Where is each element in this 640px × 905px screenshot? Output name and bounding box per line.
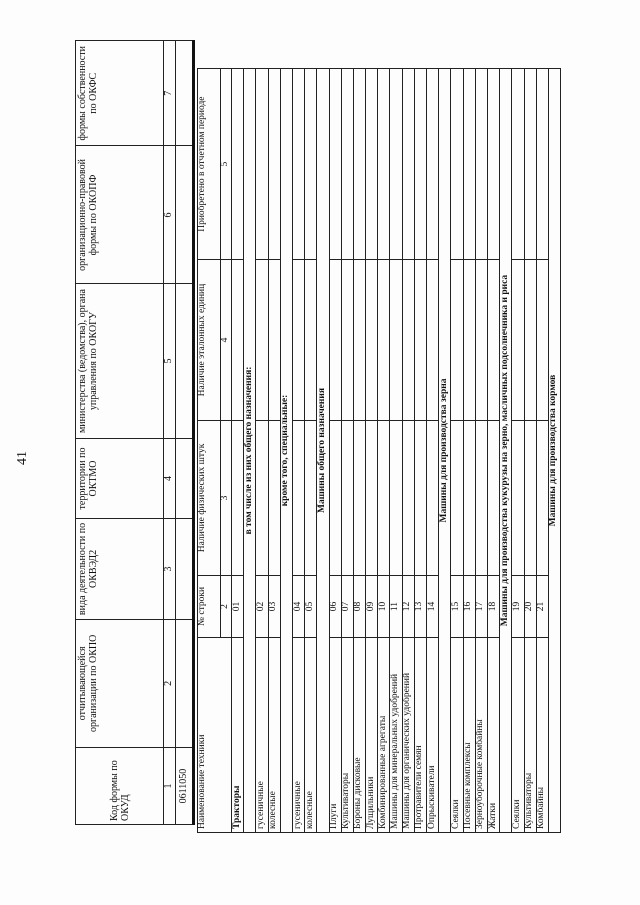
- header-col-number: 5: [164, 284, 176, 438]
- value-cell[interactable]: [378, 69, 390, 260]
- row-code: 20: [524, 576, 536, 638]
- row-code: 13: [414, 576, 426, 638]
- value-cell[interactable]: [305, 69, 317, 260]
- value-cell[interactable]: [536, 69, 548, 260]
- value-cell[interactable]: [451, 260, 463, 421]
- value-cell[interactable]: [475, 420, 487, 575]
- machine-name: Комбайны: [536, 638, 548, 833]
- header-col-label: Код формы по ОКУД: [76, 748, 164, 825]
- header-col-label: формы собственности по ОКФС: [76, 41, 164, 147]
- machine-name: гусеничные: [292, 638, 304, 833]
- row-code: 01: [232, 576, 244, 638]
- row-code: 14: [427, 576, 439, 638]
- value-cell[interactable]: [329, 420, 341, 575]
- column-header: Наличие физических штук: [198, 420, 221, 575]
- row-code: 03: [268, 576, 280, 638]
- value-cell[interactable]: [256, 420, 268, 575]
- section-row: [439, 69, 451, 833]
- column-number: 3: [221, 420, 232, 575]
- value-cell[interactable]: [390, 69, 402, 260]
- machine-name: Культиваторы: [341, 638, 353, 833]
- header-col-label: министерства (ведомства), органа управления по ОКОГУ: [76, 284, 164, 438]
- value-cell[interactable]: [232, 420, 244, 575]
- machine-name: Опрыскиватели: [427, 638, 439, 833]
- table-row: [341, 69, 353, 833]
- value-cell[interactable]: [268, 69, 280, 260]
- table-row: [378, 69, 390, 833]
- form-codes-table: [75, 40, 195, 825]
- machine-name: Машины для минеральных удобрений: [390, 638, 402, 833]
- value-cell[interactable]: [353, 420, 365, 575]
- header-col-code: [176, 41, 194, 147]
- column-number: 4: [221, 260, 232, 421]
- machinery-table: [197, 68, 561, 833]
- value-cell[interactable]: [463, 420, 475, 575]
- machine-name: Тракторы: [232, 638, 244, 833]
- machine-name: Бороны дисковые: [353, 638, 365, 833]
- header-col-code: [176, 284, 194, 438]
- value-cell[interactable]: [451, 69, 463, 260]
- table-row: [463, 69, 475, 833]
- header-col-code: [176, 438, 194, 519]
- column-number: 5: [221, 69, 232, 260]
- column-header: № строки: [198, 576, 221, 638]
- column-number: 2: [221, 576, 232, 638]
- value-cell[interactable]: [341, 69, 353, 260]
- row-code: 05: [305, 576, 317, 638]
- header-col-code: [176, 619, 194, 747]
- table-row: [232, 69, 244, 833]
- value-cell[interactable]: [463, 260, 475, 421]
- row-code: 11: [390, 576, 402, 638]
- value-cell[interactable]: [402, 69, 414, 260]
- table-row: [487, 69, 499, 833]
- column-header: Наименование техники: [198, 638, 232, 833]
- machine-name: Машины для органических удобрений: [402, 638, 414, 833]
- header-col-number: 3: [164, 519, 176, 619]
- value-cell[interactable]: [414, 260, 426, 421]
- machine-name: Посевные комплексы: [463, 638, 475, 833]
- table-row: [292, 69, 304, 833]
- value-cell[interactable]: [390, 420, 402, 575]
- header-col-label: организационно-правовой формы по ОКОПФ: [76, 146, 164, 284]
- machine-name: Протравители семян: [414, 638, 426, 833]
- header-col-label: отчитывающейся организации по ОКПО: [76, 619, 164, 747]
- section-row: [244, 69, 256, 833]
- row-code: 08: [353, 576, 365, 638]
- value-cell[interactable]: [378, 420, 390, 575]
- value-cell[interactable]: [268, 420, 280, 575]
- value-cell[interactable]: [487, 69, 499, 260]
- header-col-code: 0611050: [176, 748, 194, 825]
- row-code: 19: [512, 576, 524, 638]
- row-code: 16: [463, 576, 475, 638]
- row-code: 04: [292, 576, 304, 638]
- value-cell[interactable]: [427, 69, 439, 260]
- column-header: Наличие эталонных единиц: [198, 260, 221, 421]
- row-code: 12: [402, 576, 414, 638]
- value-cell[interactable]: [341, 260, 353, 421]
- header-col-number: 1: [164, 748, 176, 825]
- value-cell[interactable]: [512, 420, 524, 575]
- table-row: [402, 69, 414, 833]
- value-cell[interactable]: [512, 260, 524, 421]
- header-col-number: 6: [164, 146, 176, 284]
- value-cell[interactable]: [427, 260, 439, 421]
- row-code: 07: [341, 576, 353, 638]
- machine-name: колесные: [305, 638, 317, 833]
- machine-name: Зерноуборочные комбайны: [475, 638, 487, 833]
- value-cell[interactable]: [232, 260, 244, 421]
- value-cell[interactable]: [305, 260, 317, 421]
- value-cell[interactable]: [353, 260, 365, 421]
- table-row: [512, 69, 524, 833]
- value-cell[interactable]: [536, 420, 548, 575]
- value-cell[interactable]: [402, 260, 414, 421]
- header-col-number: 4: [164, 438, 176, 519]
- row-code: 17: [475, 576, 487, 638]
- value-cell[interactable]: [463, 69, 475, 260]
- value-cell[interactable]: [378, 260, 390, 421]
- value-cell[interactable]: [475, 69, 487, 260]
- section-title: Машины для производства зерна: [439, 69, 451, 833]
- row-code: 02: [256, 576, 268, 638]
- value-cell[interactable]: [475, 260, 487, 421]
- value-cell[interactable]: [341, 420, 353, 575]
- value-cell[interactable]: [366, 69, 378, 260]
- page-number: 41: [15, 451, 30, 465]
- section-row: [500, 69, 512, 833]
- value-cell[interactable]: [292, 260, 304, 421]
- value-cell[interactable]: [487, 260, 499, 421]
- value-cell[interactable]: [402, 420, 414, 575]
- machine-name: Плуги: [329, 638, 341, 833]
- table-row: [256, 69, 268, 833]
- row-code: 09: [366, 576, 378, 638]
- row-code: 15: [451, 576, 463, 638]
- value-cell[interactable]: [366, 260, 378, 421]
- row-code: 21: [536, 576, 548, 638]
- value-cell[interactable]: [292, 420, 304, 575]
- value-cell[interactable]: [390, 260, 402, 421]
- machine-name: Жатки: [487, 638, 499, 833]
- section-title: кроме того, специальные:: [280, 69, 292, 833]
- section-title: в том числе из них общего назначения:: [244, 69, 256, 833]
- table-row: [268, 69, 280, 833]
- machine-name: гусеничные: [256, 638, 268, 833]
- value-cell[interactable]: [536, 260, 548, 421]
- header-col-number: 2: [164, 619, 176, 747]
- machine-name: Сеялки: [512, 638, 524, 833]
- table-row: [524, 69, 536, 833]
- machine-name: Сеялки: [451, 638, 463, 833]
- value-cell[interactable]: [292, 69, 304, 260]
- section-title: Машины для производства кормов: [548, 69, 560, 833]
- value-cell[interactable]: [524, 260, 536, 421]
- table-row: [329, 69, 341, 833]
- value-cell[interactable]: [329, 69, 341, 260]
- row-code: 10: [378, 576, 390, 638]
- section-row: [548, 69, 560, 833]
- table-row: [475, 69, 487, 833]
- value-cell[interactable]: [232, 69, 244, 260]
- header-col-label: территории по ОКТМО: [76, 438, 164, 519]
- value-cell[interactable]: [414, 420, 426, 575]
- row-code: 18: [487, 576, 499, 638]
- header-col-code: [176, 519, 194, 619]
- section-row: [280, 69, 292, 833]
- value-cell[interactable]: [524, 420, 536, 575]
- table-row: [353, 69, 365, 833]
- table-row: [427, 69, 439, 833]
- machine-name: Лущильники: [366, 638, 378, 833]
- value-cell[interactable]: [512, 69, 524, 260]
- table-row: [366, 69, 378, 833]
- table-row: [414, 69, 426, 833]
- machine-name: Комбинированные агрегаты: [378, 638, 390, 833]
- table-row: [536, 69, 548, 833]
- section-title: Машины общего назначения: [317, 69, 329, 833]
- value-cell[interactable]: [256, 260, 268, 421]
- column-header: Приобретено в отчетном периоде: [198, 69, 221, 260]
- value-cell[interactable]: [451, 420, 463, 575]
- value-cell[interactable]: [414, 69, 426, 260]
- value-cell[interactable]: [353, 69, 365, 260]
- header-col-code: [176, 146, 194, 284]
- value-cell[interactable]: [487, 420, 499, 575]
- table-row: [451, 69, 463, 833]
- table-row: [305, 69, 317, 833]
- value-cell[interactable]: [427, 420, 439, 575]
- table-row: [390, 69, 402, 833]
- value-cell[interactable]: [366, 420, 378, 575]
- section-title: Машины для производства кукурузы на зерно, масличных подсолнечника и риса: [500, 69, 512, 833]
- value-cell[interactable]: [256, 69, 268, 260]
- row-code: 06: [329, 576, 341, 638]
- header-col-number: 7: [164, 41, 176, 147]
- header-col-label: вида деятельности по ОКВЭД2: [76, 519, 164, 619]
- value-cell[interactable]: [305, 420, 317, 575]
- machine-name: колесные: [268, 638, 280, 833]
- value-cell[interactable]: [268, 260, 280, 421]
- value-cell[interactable]: [329, 260, 341, 421]
- machine-name: Культиваторы: [524, 638, 536, 833]
- section-row: [317, 69, 329, 833]
- value-cell[interactable]: [524, 69, 536, 260]
